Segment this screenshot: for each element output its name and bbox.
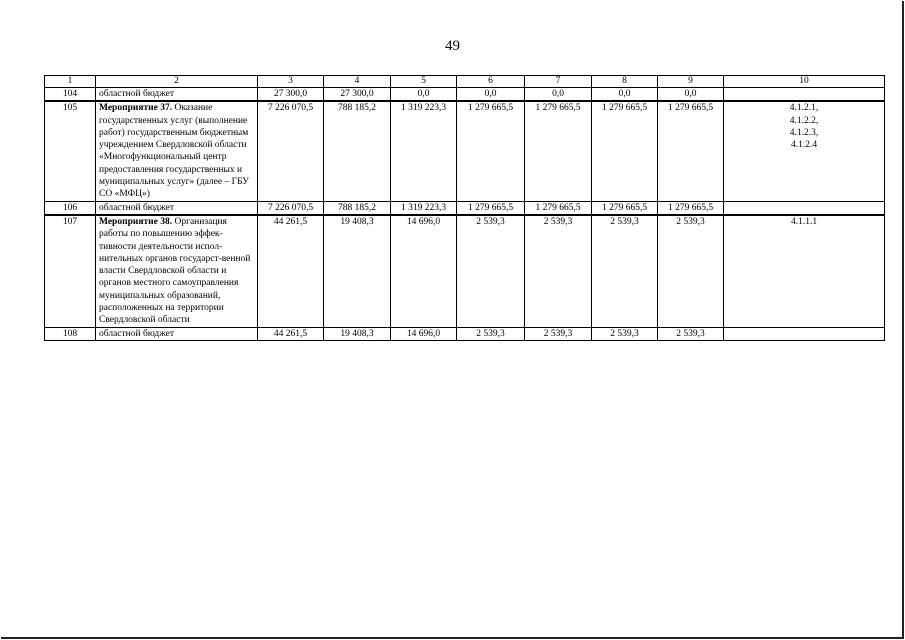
table-row	[45, 101, 885, 201]
amount-cell: 2 539,3	[592, 215, 658, 327]
description-text: областной бюджет	[99, 89, 175, 99]
amount-cell: 7 226 070,5	[258, 201, 324, 215]
column-header: 5	[391, 76, 457, 88]
row-number: 106	[45, 201, 96, 215]
page-number: 49	[445, 38, 460, 54]
column-header: 2	[96, 76, 258, 88]
amount-cell: 0,0	[457, 88, 525, 102]
amount-cell: 44 261,5	[258, 327, 324, 340]
column-header: 1	[45, 76, 96, 88]
amount-cell: 0,0	[592, 88, 658, 102]
amount-cell: 0,0	[658, 88, 724, 102]
amount-cell: 27 300,0	[258, 88, 324, 102]
table-row	[45, 201, 885, 215]
amount-cell: 788 185,2	[324, 101, 391, 201]
amount-cell: 1 279 665,5	[592, 201, 658, 215]
amount-cell: 14 696,0	[391, 215, 457, 327]
target-refs	[724, 88, 885, 102]
row-number: 105	[45, 101, 96, 201]
amount-cell: 2 539,3	[525, 327, 592, 340]
amount-cell: 1 319 223,3	[391, 201, 457, 215]
measure-title: Мероприятие 38.	[99, 216, 173, 227]
amount-cell: 2 539,3	[457, 327, 525, 340]
row-description	[96, 327, 258, 340]
amount-cell: 2 539,3	[658, 327, 724, 340]
row-description	[96, 101, 258, 201]
table-row	[45, 327, 885, 340]
amount-cell: 1 279 665,5	[658, 101, 724, 201]
target-ref: 4.1.2.3,	[789, 127, 819, 138]
target-refs	[724, 327, 885, 340]
description-text: областной бюджет	[99, 328, 175, 339]
amount-cell: 1 279 665,5	[457, 101, 525, 201]
amount-cell: 788 185,2	[324, 201, 391, 215]
amount-cell: 1 319 223,3	[391, 101, 457, 201]
target-ref: 4.1.2.4	[790, 140, 818, 151]
amount-cell: 27 300,0	[324, 88, 391, 102]
target-refs	[724, 215, 885, 327]
amount-cell: 2 539,3	[525, 215, 592, 327]
amount-cell: 1 279 665,5	[658, 201, 724, 215]
measure-title: Мероприятие 37.	[99, 103, 173, 114]
column-header: 10	[724, 76, 885, 88]
amount-cell: 19 408,3	[324, 327, 391, 340]
column-header: 8	[592, 76, 658, 88]
row-number: 108	[45, 327, 96, 340]
description-text: Оказание государственных услуг (выполнение работ) государственным бюджетным учреждением Свердловской области «Многофункциональный центр предоставления государственных и муниципальных услуг» (далее – ГБУ СО «МФЦ»)	[99, 103, 249, 200]
target-refs	[724, 201, 885, 215]
amount-cell: 44 261,5	[258, 215, 324, 327]
row-description	[96, 215, 258, 327]
header-row	[45, 76, 885, 88]
row-description	[96, 88, 258, 102]
target-ref: 4.1.2.2,	[789, 115, 819, 126]
amount-cell: 1 279 665,5	[525, 201, 592, 215]
column-header: 3	[258, 76, 324, 88]
row-description	[96, 201, 258, 215]
description-text: Организация работы по повышению эффек-тивности деятельности испол-нительных органов государст-венной власти Свердловской области и органов местного самоуправления муниципальных образований, расположенных на территории Свердловской области	[99, 216, 251, 326]
row-number: 104	[45, 88, 96, 102]
column-header: 4	[324, 76, 391, 88]
amount-cell: 1 279 665,5	[457, 201, 525, 215]
amount-cell: 1 279 665,5	[525, 101, 592, 201]
amount-cell: 7 226 070,5	[258, 101, 324, 201]
amount-cell: 2 539,3	[658, 215, 724, 327]
column-header: 7	[525, 76, 592, 88]
column-header: 9	[658, 76, 724, 88]
amount-cell: 0,0	[391, 88, 457, 102]
amount-cell: 2 539,3	[592, 327, 658, 340]
target-ref: 4.1.2.1,	[789, 103, 819, 114]
table-row	[45, 215, 885, 327]
amount-cell: 1 279 665,5	[592, 101, 658, 201]
row-number: 107	[45, 215, 96, 327]
target-refs	[724, 101, 885, 201]
amount-cell: 19 408,3	[324, 215, 391, 327]
table-row	[45, 88, 885, 102]
amount-cell: 14 696,0	[391, 327, 457, 340]
budget-table	[44, 75, 885, 341]
column-header: 6	[457, 76, 525, 88]
amount-cell: 2 539,3	[457, 215, 525, 327]
amount-cell: 0,0	[525, 88, 592, 102]
target-ref: 4.1.1.1	[790, 216, 818, 227]
description-text: областной бюджет	[99, 202, 175, 213]
